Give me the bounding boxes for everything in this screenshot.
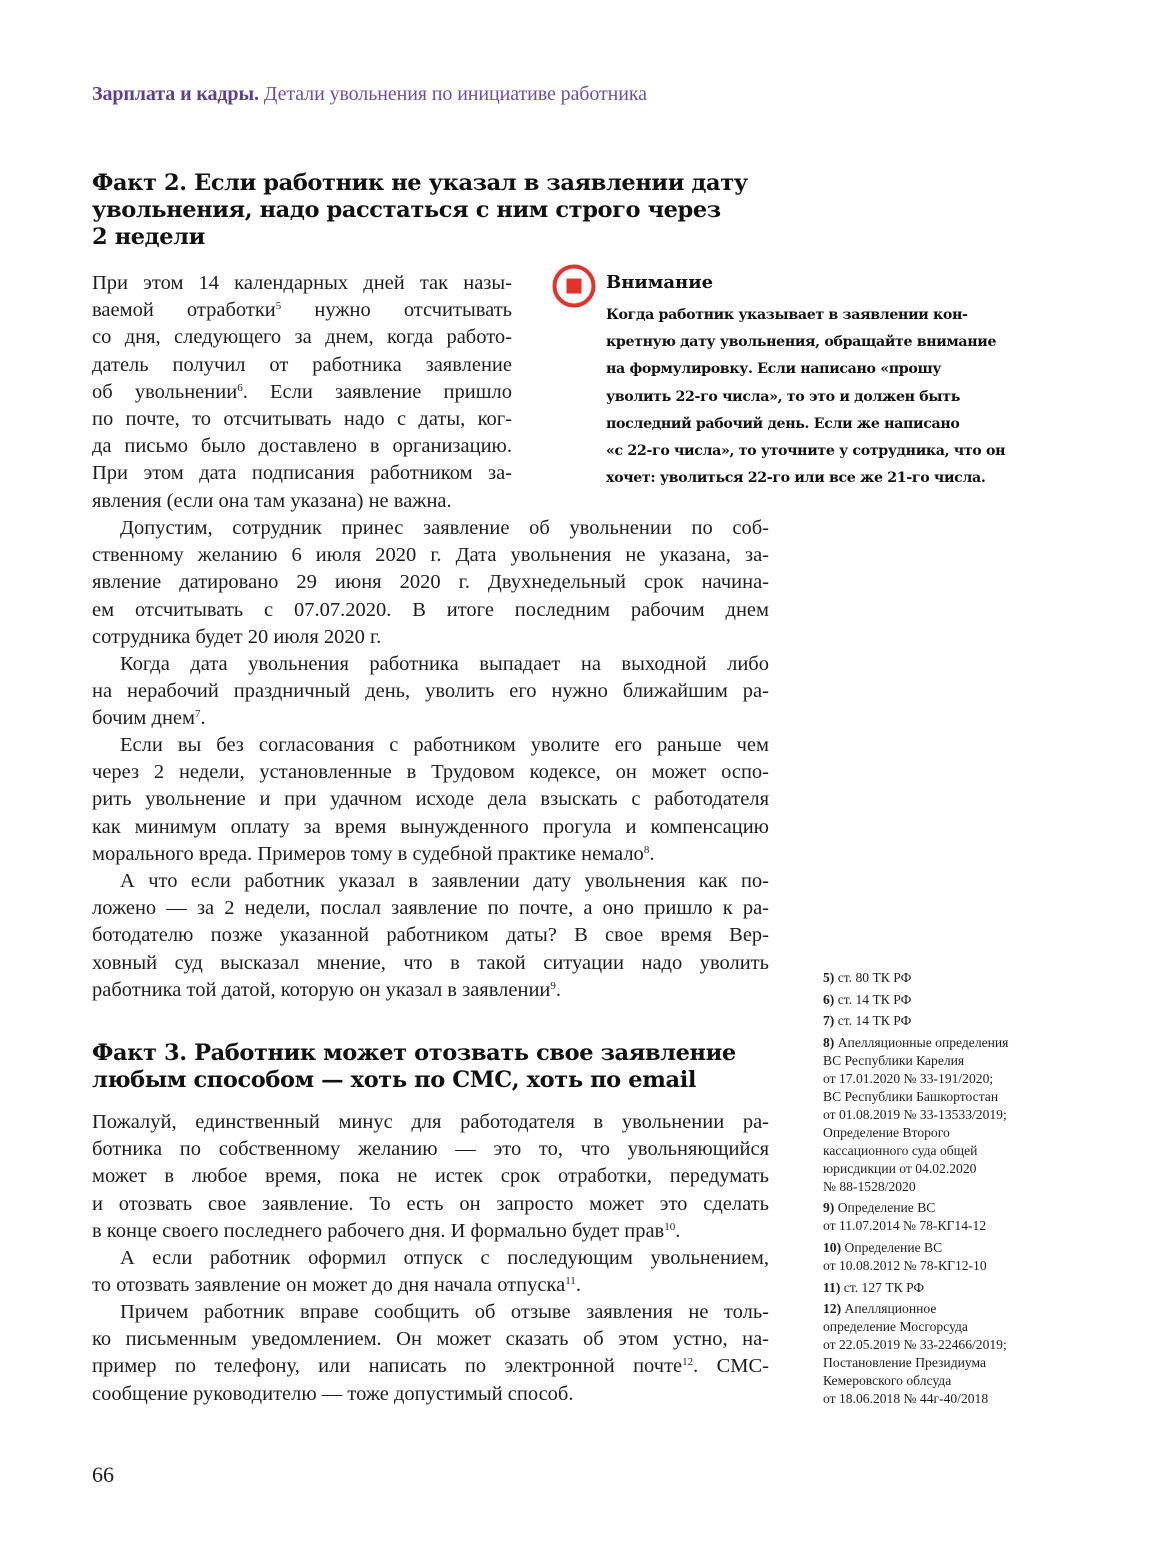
callout-line: на формулировку. Если написано «прошу	[606, 361, 942, 378]
footnote-8: 8) Апелляционные определения ВС Республики Карелия от 17.01.2020 № 33-191/2020; ВС Республики Башкортостан от 01.08.2019 № 33-13533/2019; Определение Второго кассационного суда общей юрисдикции от 04.02.2020 № 88-1528/2020	[823, 1034, 1009, 1194]
text-line: ственному желанию 6 июля 2020 г. Дата увольнения не указана, за-	[92, 544, 769, 567]
footnote-10: 10) Определение ВС от 10.08.2012 № 78-КГ12-10	[823, 1239, 987, 1273]
fact2-paragraph-5	[92, 868, 769, 1004]
text-line: А что если работник указал в заявлении дату увольнения как по-	[120, 870, 769, 892]
callout-line: Когда работник указывает в заявлении кон-	[606, 307, 968, 323]
text-line: Когда дата увольнения работника выпадает на выходной либо	[120, 653, 769, 675]
text-line: При этом дата подписания работником за-	[92, 462, 512, 485]
text-line: как минимум оплату за время вынужденного прогула и компенсацию	[92, 815, 769, 838]
heading-line: 2 недели	[92, 224, 205, 250]
text-line: рить увольнение и при удачном исходе дела взыскать с работодателя	[92, 788, 769, 811]
footnote-5: 5) ст. 80 ТК РФ	[823, 970, 912, 985]
text-line: сотрудника будет 20 июля 2020 г.	[92, 625, 382, 648]
text-line: об увольнении$^6$. Если заявление пришло	[92, 380, 512, 403]
footnote-ref[interactable]: 7	[195, 708, 201, 721]
callout-title: Внимание	[606, 272, 714, 293]
text-line: ем отсчитывать с 07.07.2020. В итоге последним рабочим днем	[92, 598, 769, 621]
text-line: работника той датой, которую он указал в заявлении$^9$.	[92, 978, 562, 1001]
text-line: со дня, следующего за днем, когда работо-	[92, 326, 512, 349]
text-line: на нерабочий праздничный день, уволить его нужно ближайшим ра-	[92, 680, 769, 703]
footnote-ref[interactable]: 10	[664, 1220, 676, 1233]
text-line: и отозвать свое заявление. То есть он запросто может это сделать	[92, 1192, 769, 1215]
callout-line: последний рабочий день. Если же написано	[606, 415, 960, 432]
fact2-heading	[92, 170, 748, 251]
text-line: При этом 14 календарных дней так назы-	[92, 272, 512, 294]
text-line: по почте, то отсчитывать надо с даты, ког-	[92, 407, 512, 430]
fact2-paragraph-3	[92, 651, 769, 733]
text-line: ко письменным уведомлением. Он может сказать об этом устно, на-	[92, 1328, 769, 1351]
footnote-11: 11) ст. 127 ТК РФ	[823, 1279, 925, 1295]
footnote-ref[interactable]: 11	[565, 1275, 576, 1288]
text-line: то отозвать заявление он может до дня начала отпуска$^{11}$.	[92, 1274, 581, 1297]
page-number: 66	[92, 1462, 114, 1487]
callout-body	[606, 302, 1005, 492]
heading-line: Факт 2. Если работник не указал в заявлении дату	[92, 170, 748, 196]
text-line: Если вы без согласования с работником уволите его раньше чем	[120, 734, 769, 756]
text-line: через 2 недели, установленные в Трудовом кодексе, он может оспо-	[92, 761, 769, 784]
footnote-ref[interactable]: 5	[275, 300, 282, 313]
text-line: да письмо было доставлено в организацию.	[92, 435, 512, 458]
footnote-9: 9) Определение ВС от 11.07.2014 № 78-КГ14-12	[823, 1200, 987, 1234]
callout-line: уволить 22-го числа», то это и должен быть	[606, 388, 960, 405]
heading-line: Факт 3. Работник может отозвать свое заявление	[92, 1040, 736, 1066]
fact3-paragraph-1	[92, 1109, 769, 1245]
fact3-heading	[92, 1040, 736, 1094]
text-line: ботника по собственному желанию — это то, что увольняющийся	[92, 1138, 769, 1161]
heading-line: любым способом — хоть по СМС, хоть по email	[92, 1067, 697, 1093]
text-line: бочим днем$^7$.	[92, 707, 206, 730]
footnote-ref[interactable]: 9	[550, 979, 556, 992]
text-line: ботодателю позже указанной работником даты? В свое время Вер-	[92, 924, 769, 947]
running-head	[92, 83, 647, 106]
callout-line: хочет: уволиться 22-го или все же 21-го числа.	[606, 470, 986, 487]
callout-line: кретную дату увольнения, обращайте внимание	[606, 334, 997, 351]
text-line: явления (если она там указана) не важна.	[92, 489, 452, 512]
footnote-ref[interactable]: 6	[237, 381, 243, 394]
text-line: датель получил от работника заявление	[92, 353, 512, 376]
footnote-7: 7) ст. 14 ТК РФ	[823, 1013, 912, 1029]
footnote-12: 12) Апелляционное определение Мосгорсуда от 22.05.2019 № 33-22466/2019; Постановление Президиума Кемеровского облсуда от 18.06.2018 № 44г-40/2018	[823, 1301, 1007, 1407]
footnote-ref[interactable]: 8	[643, 843, 650, 856]
text-line: в конце своего последнего рабочего дня. И формально будет прав$^{10}$.	[92, 1219, 681, 1242]
running-head-topic: Детали увольнения по инициативе работника	[263, 83, 647, 105]
text-line: может в любое время, пока не истек срок отработки, передумать	[92, 1165, 769, 1188]
fact2-paragraph-4	[92, 732, 769, 868]
fact2-paragraph-1	[92, 270, 512, 515]
text-line: Пожалуй, единственный минус для работодателя в увольнении ра-	[92, 1111, 769, 1133]
footnote-ref[interactable]: 12	[682, 1356, 694, 1369]
text-line: морального вреда. Примеров тому в судебной практике немало$^8$.	[92, 842, 655, 865]
fact2-paragraph-2	[92, 515, 769, 651]
text-line: Допустим, сотрудник принес заявление об увольнении по соб-	[120, 517, 769, 539]
footnotes	[823, 969, 1063, 1412]
text-line: А если работник оформил отпуск с последующим увольнением,	[120, 1247, 769, 1269]
fact3-paragraph-2	[92, 1245, 769, 1299]
text-line: сообщение руководителю — тоже допустимый способ.	[92, 1382, 574, 1405]
text-line: пример по телефону, или написать по электронной почте$^{12}$. СМС-	[92, 1355, 769, 1378]
text-line: Причем работник вправе сообщить об отзыве заявления не толь-	[120, 1301, 769, 1323]
footnote-6: 6) ст. 14 ТК РФ	[823, 991, 912, 1007]
heading-line: увольнения, надо расстаться с ним строго через	[92, 197, 721, 223]
stop-circle-icon	[552, 264, 596, 308]
running-head-section: Зарплата и кадры.	[92, 83, 259, 105]
fact3-paragraph-3	[92, 1299, 769, 1408]
callout-line: «с 22-го числа», то уточните у сотрудника, что он	[606, 443, 1006, 460]
text-line: явление датировано 29 июня 2020 г. Двухнедельный срок начина-	[92, 571, 769, 594]
text-line: ложено — за 2 недели, послал заявление по почте, а оно пришло к ра-	[92, 897, 769, 920]
text-line: ваемой отработки$^5$ нужно отсчитывать	[92, 299, 513, 322]
text-line: ховный суд высказал мнение, что в такой ситуации надо уволить	[92, 951, 769, 974]
